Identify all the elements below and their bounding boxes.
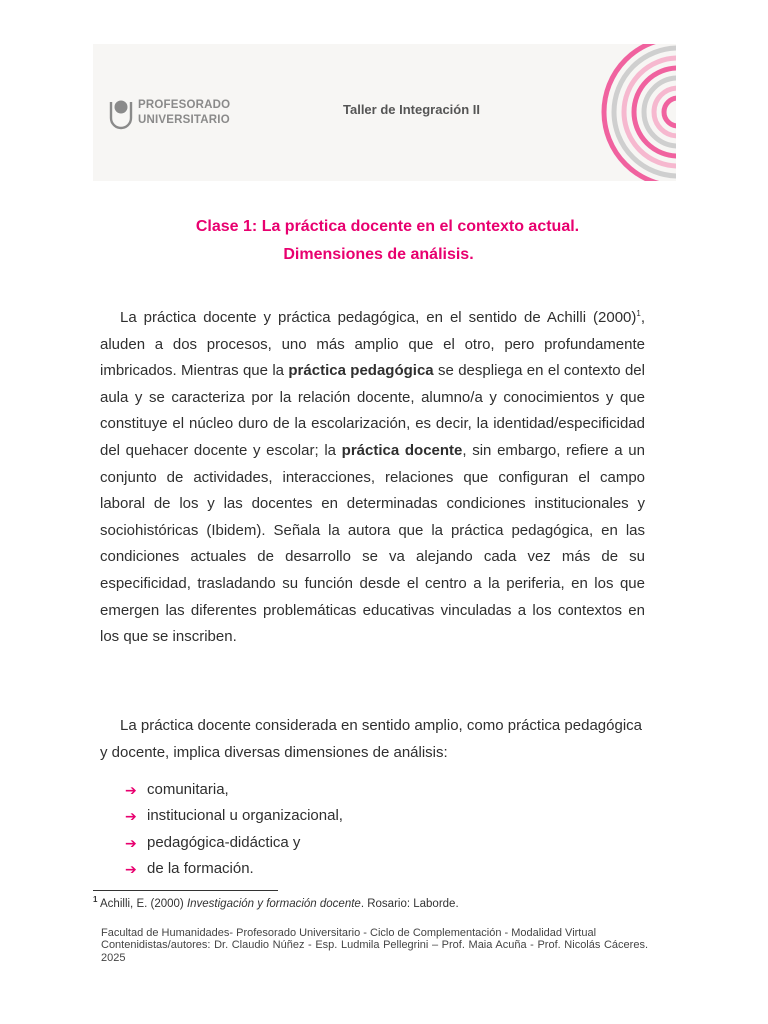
- footnote: [93, 895, 459, 910]
- list-item-text: institucional u organizacional,: [147, 807, 343, 825]
- footnote-publisher: . Rosario: Laborde.: [360, 898, 459, 910]
- footnote-number: 1: [93, 895, 98, 905]
- list-item: [125, 777, 343, 803]
- decorative-arcs-icon: [598, 44, 676, 181]
- logo-emblem-icon: [109, 96, 133, 130]
- logo-line-1: PROFESORADO: [138, 99, 231, 111]
- arrow-bullet-icon: ➔: [125, 782, 137, 798]
- list-item: [125, 830, 343, 856]
- paragraph-1-text-a: La práctica docente y práctica pedagógica, en el sentido de Achilli (2000): [120, 309, 637, 326]
- footer-authors: Contenidistas/autores: Dr. Claudio Núñez - Esp. Ludmila Pellegrini – Prof. Maia Acuña - Prof. Nicolás Cáceres. 2025: [101, 939, 648, 964]
- term-practica-pedagogica: práctica pedagógica: [288, 362, 434, 380]
- list-item-text: de la formación.: [147, 860, 254, 878]
- title-line-2: Dimensiones de análisis.: [283, 246, 474, 263]
- list-item: [125, 803, 343, 829]
- arrow-bullet-icon: ➔: [125, 861, 137, 878]
- footnote-divider: [93, 890, 278, 891]
- term-practica-docente: práctica docente: [341, 441, 463, 459]
- institution-logo: [109, 96, 231, 130]
- paragraph-2: La práctica docente considerada en sentido amplio, como práctica pedagógica y docente, implica diversas dimensiones de análisis:: [100, 717, 642, 761]
- list-item-text: pedagógica-didáctica y: [147, 833, 301, 851]
- footnote-ref[interactable]: 1: [636, 309, 641, 318]
- course-title: Taller de Integración II: [343, 102, 481, 117]
- list-item: [125, 856, 343, 882]
- paragraph-1-text-b: , aluden a dos procesos, uno más amplio que el otro, pero profundamente imbricados. Mientras que la: [100, 309, 645, 380]
- list-item-text: comunitaria,: [147, 781, 229, 798]
- page-footer: [101, 927, 648, 964]
- arrow-bullet-icon: ➔: [125, 834, 137, 851]
- paragraph-1-text-d: , sin embargo, refiere a un conjunto de actividades, interacciones, relaciones que configuran el campo laboral de los y las docentes en determinadas condiciones institucionales y sociohistóricas (Ibidem). Señala la autora que la práctica pedagógica, en las condiciones actuales de desarrollo se va alejando cada vez más de su especificidad, trasladando su función desde el centro a la periferia, en los que emergen las diferentes problemáticas educativas vinculadas a los contextos en los que se inscriben.: [100, 441, 645, 646]
- class-title: [100, 213, 675, 269]
- arrow-bullet-icon: ➔: [125, 808, 137, 825]
- paragraph-1-text-c: se despliega en el contexto del aula y se caracteriza por la relación docente, alumno/a y conocimientos y que constituye el núcleo duro de la escolarización, es decir, la identidad/especificidad del quehacer docente y escolar; la: [100, 362, 645, 459]
- footnote-work-title: Investigación y formación docente: [186, 898, 361, 910]
- dimensions-list: [125, 777, 343, 883]
- title-line-1: Clase 1: La práctica docente en el contexto actual.: [195, 218, 580, 235]
- footer-institution: Facultad de Humanidades- Profesorado Universitario - Ciclo de Complementación - Modalidad Virtual: [101, 927, 597, 939]
- footnote-author: Achilli, E. (2000): [97, 898, 187, 910]
- paragraph-1: [100, 305, 645, 651]
- logo-line-2: UNIVERSITARIO: [138, 114, 230, 126]
- page-header: [93, 44, 676, 181]
